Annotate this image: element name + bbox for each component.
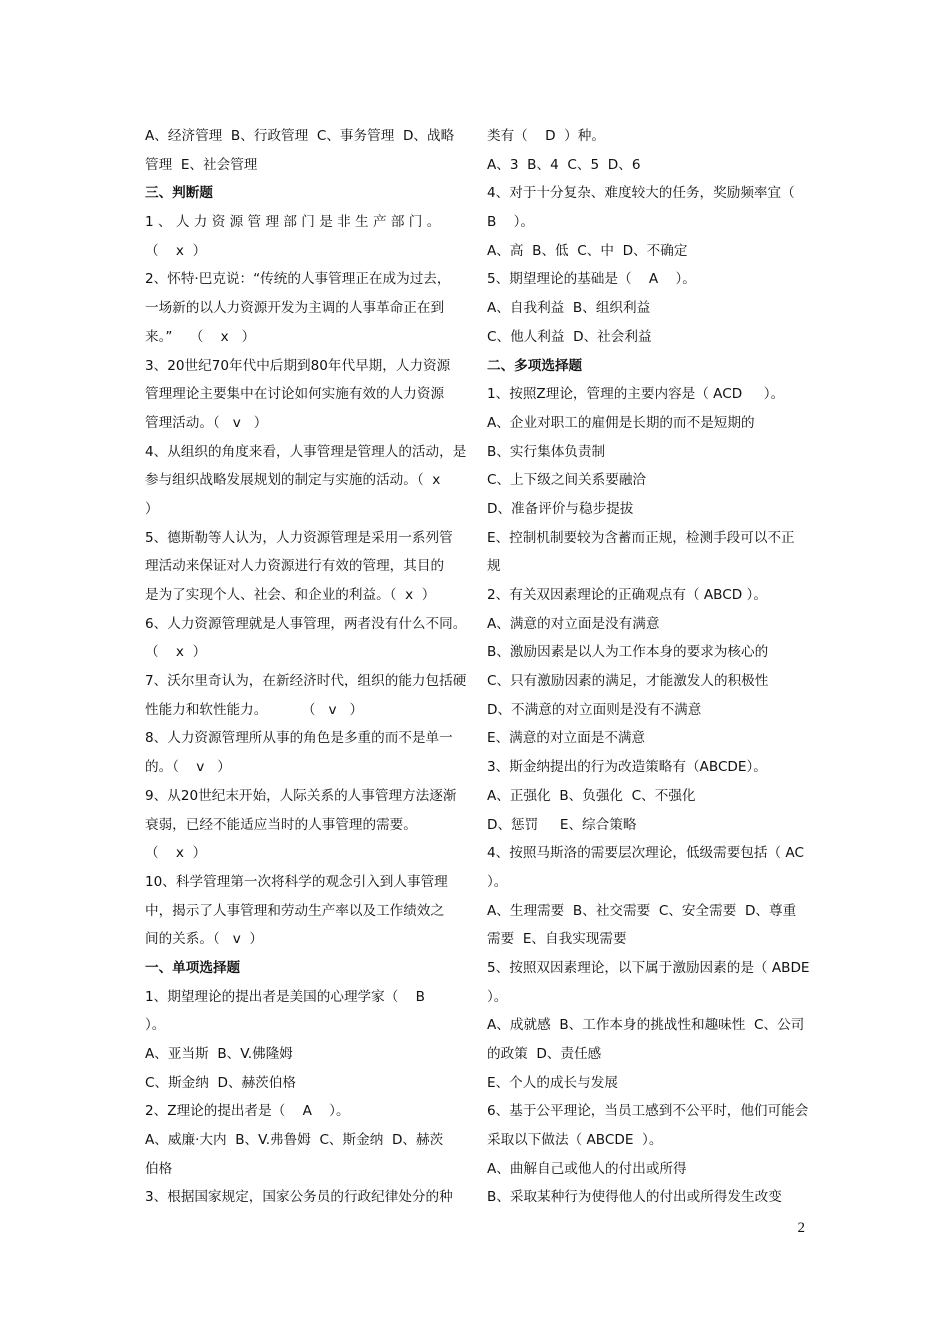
text-line: 的。（ v ） [145,759,231,776]
text-line: E、满意的对立面是不满意 [487,730,646,747]
text-line: 1、期望理论的提出者是美国的心理学家（ B [145,988,425,1005]
text-line: E、控制机制要较为含蓄而正规，检测手段可以不正 [487,529,795,546]
text-line: ）。 [487,873,508,890]
text-line: 7、沃尔里奇认为，在新经济时代，组织的能力包括硬 [145,673,467,690]
text-line: C、他人利益 D、社会利益 [487,328,652,345]
page-number: 2 [797,1220,805,1236]
text-line: 2、有关双因素理论的正确观点有（ ABCD ）。 [487,587,767,603]
text-line: 1、按照Z理论，管理的主要内容是（ ACD ）。 [487,386,785,403]
text-line: 中，揭示了人事管理和劳动生产率以及工作绩效之 [145,902,445,919]
text-line: （ x ） [145,845,207,862]
text-line: 5、期望理论的基础是（ A ）。 [487,271,696,288]
text-line: ）。 [487,988,508,1005]
text-line: B、实行集体负责制 [487,443,606,460]
text-line: 来。” （ x ） [145,328,256,345]
text-line: C、上下级之间关系要融洽 [487,472,647,489]
text-line: A、成就感 B、工作本身的挑战性和趣味性 C、公司 [487,1017,805,1034]
text-line: 10、科学管理第一次将科学的观念引入到人事管理 [145,873,448,890]
text-line: 管理理论主要集中在讨论如何实施有效的人力资源 [145,386,445,403]
text-line: E、个人的成长与发展 [487,1074,618,1091]
text-line: 1 、 人 力 资 源 管 理 部 门 是 非 生 产 部 门 。 [145,214,441,231]
text-line: 6、人力资源管理就是人事管理，两者没有什么不同。 [145,615,467,632]
text-line: D、不满意的对立面则是没有不满意 [487,701,702,718]
text-line: A、满意的对立面是没有满意 [487,615,660,632]
text-line: 2、Z理论的提出者是（ A ）。 [145,1103,350,1120]
text-line: A、威廉·大内 B、V.弗鲁姆 C、斯金纳 D、赫茨 [145,1132,444,1149]
text-line: A、自我利益 B、组织利益 [487,300,651,317]
text-line: 9、从20世纪末开始，人际关系的人事管理方法逐渐 [145,787,457,804]
text-line: 3、根据国家规定，国家公务员的行政纪律处分的种 [145,1189,453,1206]
text-line: D、惩罚 E、综合策略 [487,816,637,833]
left-column [145,122,469,1212]
text-line: C、只有激励因素的满足，才能激发人的积极性 [487,673,769,690]
text-line: 4、按照马斯洛的需要层次理论，低级需要包括（ AC [487,845,804,862]
text-line: （ x ） [145,242,207,259]
text-line: 需要 E、自我实现需要 [487,931,627,948]
text-line: 类有（ D ）种。 [487,128,605,144]
text-line: 规 [487,558,501,575]
text-line: 3、20世纪70年代中后期到80年代早期，人力资源 [145,357,451,374]
text-line: 一场新的以人力资源开发为主调的人事革命正在到 [145,300,445,317]
text-line: ）。 [145,1017,166,1034]
text-line: 4、对于十分复杂、难度较大的任务，奖励频率宜（ [487,185,795,202]
text-line: 4、从组织的角度来看，人事管理是管理人的活动，是 [145,443,467,460]
text-line: 3、斯金纳提出的行为改造策略有（ABCDE）。 [487,759,767,776]
text-line: （ x ） [145,644,207,661]
text-line: 理活动来保证对人力资源进行有效的管理，其目的 [145,558,445,575]
text-line: 5、德斯勒等人认为，人力资源管理是采用一系列管 [145,529,453,546]
text-line: C、斯金纳 D、赫茨伯格 [145,1074,296,1091]
text-line: B、采取某种行为使得他人的付出或所得发生改变 [487,1189,782,1206]
text-line: 5、按照双因素理论，以下属于激励因素的是（ ABDE [487,959,810,976]
text-line: 2、怀特·巴克说：“传统的人事管理正在成为过去， [145,271,451,288]
text-line: ） [145,500,159,517]
text-line: 参与组织战略发展规划的制定与实施的活动。（ x [145,472,441,489]
text-line: A、曲解自己或他人的付出或所得 [487,1160,687,1177]
text-line: B ）。 [487,214,534,231]
text-line: A、正强化 B、负强化 C、不强化 [487,787,696,804]
text-line: 8、人力资源管理所从事的角色是多重的而不是单一 [145,730,453,747]
text-line: 管理活动。（ v ） [145,414,268,431]
text-line: 衰弱，已经不能适应当时的人事管理的需要。 [145,816,417,833]
text-line: D、准备评价与稳步提拔 [487,500,634,517]
text-line: A、3 B、4 C、5 D、6 [487,156,641,173]
text-line: A、经济管理 B、行政管理 C、事务管理 D、战略 [145,128,455,144]
text-line: A、生理需要 B、社交需要 C、安全需要 D、尊重 [487,902,797,919]
right-column [487,122,810,1212]
text-line: 采取以下做法（ ABCDE ）。 [487,1132,663,1149]
section-heading: 三、判断题 [145,185,213,202]
text-line: 间的关系。（ v ） [145,931,264,948]
text-line: A、高 B、低 C、中 D、不确定 [487,242,688,259]
text-line: A、企业对职工的雇佣是长期的而不是短期的 [487,414,755,431]
section-heading: 一、单项选择题 [145,959,241,976]
text-line: 伯格 [145,1160,173,1177]
text-line: 性能力和软性能力。 （ v ） [145,701,364,718]
text-line: 6、基于公平理论，当员工感到不公平时，他们可能会 [487,1103,809,1120]
text-line: B、激励因素是以人为工作本身的要求为核心的 [487,644,769,661]
text-line: 是为了实现个人、社会、和企业的利益。（ x ） [145,587,436,603]
text-line: 的政策 D、责任感 [487,1046,602,1062]
section-heading: 二、多项选择题 [487,357,583,374]
text-line: 管理 E、社会管理 [145,156,258,173]
text-line: A、亚当斯 B、V.佛隆姆 [145,1046,293,1062]
